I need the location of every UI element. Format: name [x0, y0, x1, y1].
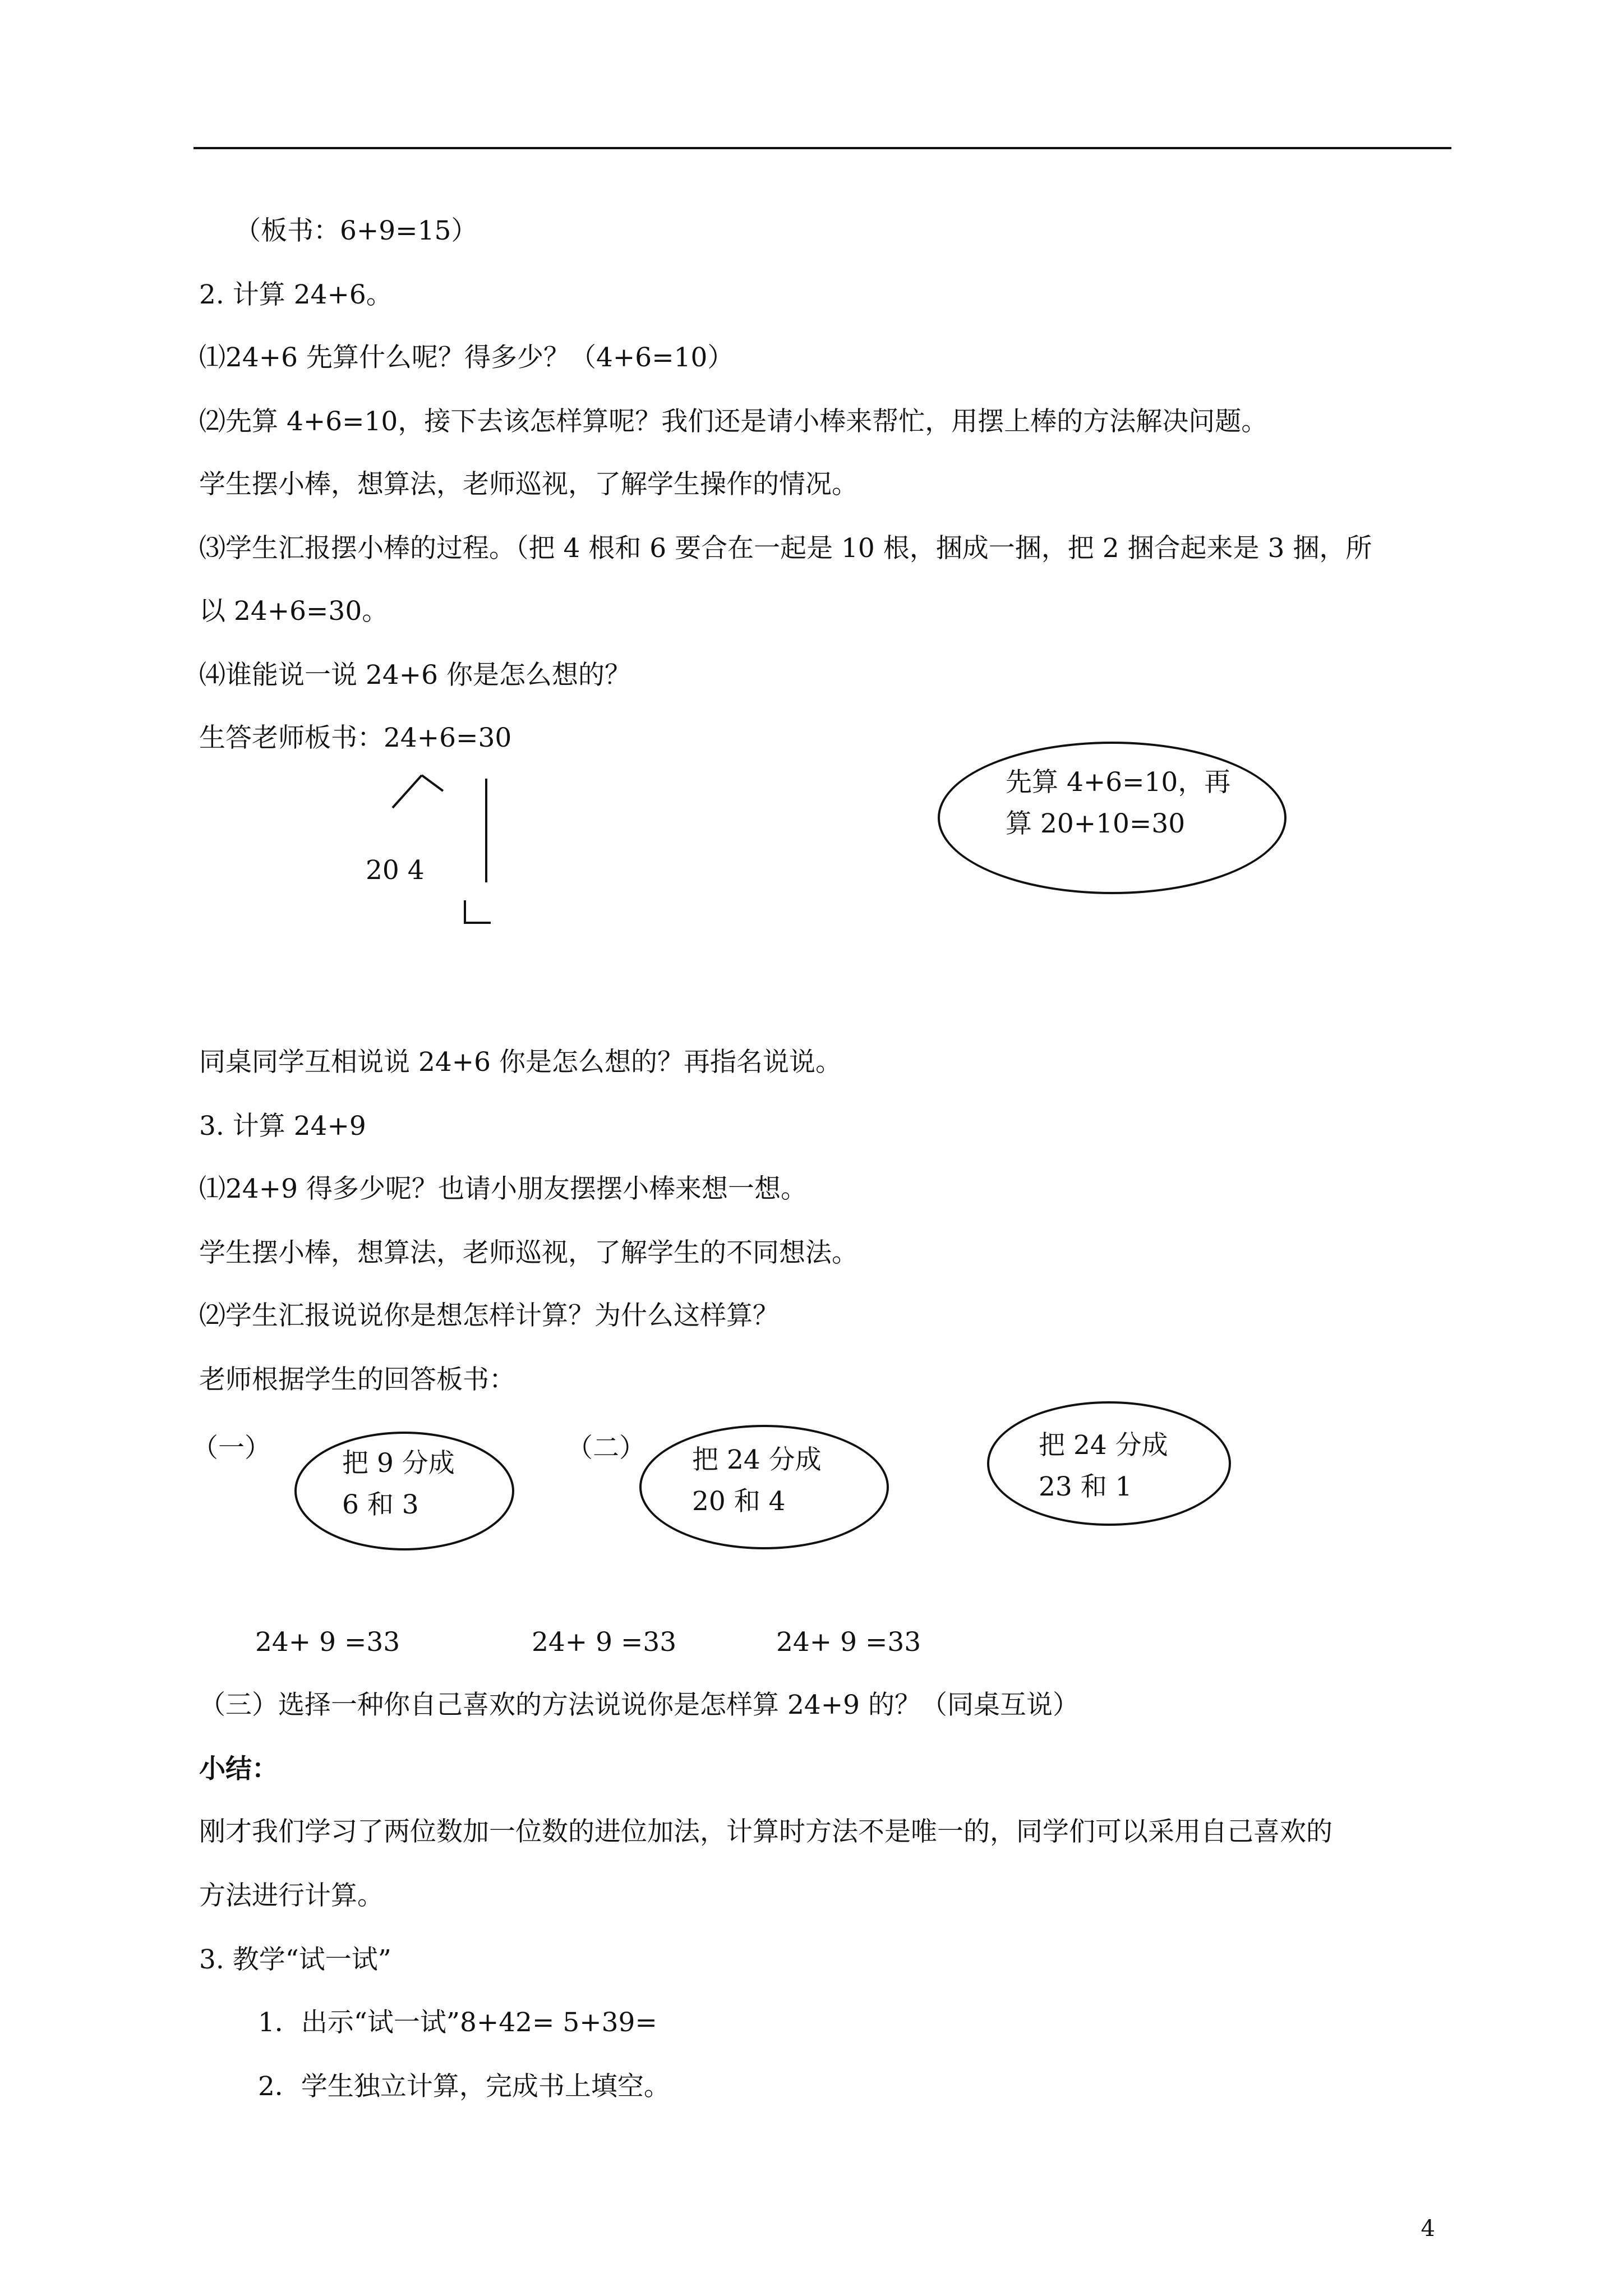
paragraph: 同桌同学互相说说 24+6 你是怎么想的？再指名说说。	[199, 1047, 842, 1078]
paragraph: ⑶学生汇报摆小棒的过程。（把 4 根和 6 要合在一起是 10 根，捆成一捆，把 2 捆合起来是 3 捆，所	[199, 533, 1372, 564]
paragraph: ⑴24+9 得多少呢？也请小朋友摆摆小棒来想一想。	[199, 1174, 808, 1204]
summary-heading: 小结：	[199, 1754, 278, 1784]
bracket-foot-horizontal	[464, 922, 491, 924]
section-heading: 3. 教学“试一试”	[199, 1944, 391, 1975]
bubble-text: 6 和 3	[342, 1489, 419, 1520]
bubble-text: 把 24 分成	[692, 1444, 822, 1475]
paragraph: 以 24+6=30。	[199, 596, 389, 627]
method-label: （一）	[192, 1433, 271, 1464]
paragraph: 学生摆小棒，想算法，老师巡视，了解学生操作的情况。	[199, 469, 858, 500]
equation: 24+ 9 =33	[776, 1627, 921, 1658]
paragraph: 方法进行计算。	[199, 1880, 384, 1911]
header-rule	[193, 147, 1451, 149]
step-2-heading: 2. 计算 24+6。	[199, 279, 393, 310]
bracket-foot-vertical	[464, 900, 466, 924]
paragraph: （三）选择一种你自己喜欢的方法说说你是怎样算 24+9 的？（同桌互说）	[199, 1690, 1079, 1720]
list-item: 2．学生独立计算，完成书上填空。	[258, 2071, 670, 2102]
equation: 24+ 9 =33	[532, 1627, 677, 1658]
paragraph: ⑷谁能说一说 24+6 你是怎么想的？	[199, 660, 631, 691]
bubble-text: 23 和 1	[1039, 1471, 1132, 1502]
bubble-text: 把 9 分成	[342, 1448, 455, 1479]
board-note: （板书：6+9=15）	[234, 215, 478, 246]
bracket-vertical	[485, 779, 487, 882]
paragraph: 生答老师板书：24+6=30	[199, 723, 512, 753]
bubble-text: 先算 4+6=10，再	[1006, 767, 1231, 798]
paragraph: ⑵先算 4+6=10，接下去该怎样算呢？我们还是请小棒来帮忙，用摆上棒的方法解决问题。	[199, 406, 1268, 437]
bubble-text: 把 24 分成	[1039, 1430, 1168, 1461]
paragraph: 老师根据学生的回答板书：	[199, 1364, 515, 1395]
paragraph: ⑴24+6 先算什么呢？得多少？（4+6=10）	[199, 342, 734, 373]
page-number: 4	[1421, 2216, 1435, 2242]
list-item: 1．出示“试一试”8+42= 5+39=	[258, 2007, 657, 2038]
split-lines	[387, 769, 449, 813]
bubble-text: 20 和 4	[692, 1486, 786, 1517]
step-3-heading: 3. 计算 24+9	[199, 1111, 366, 1142]
paragraph: ⑵学生汇报说说你是想怎样计算？为什么这样算？	[199, 1300, 779, 1331]
method-label: （二）	[566, 1433, 645, 1464]
paragraph: 刚才我们学习了两位数加一位数的进位加法，计算时方法不是唯一的，同学们可以采用自己喜欢的	[199, 1816, 1332, 1847]
equation: 24+ 9 =33	[255, 1627, 400, 1658]
bubble-text: 算 20+10=30	[1006, 808, 1186, 839]
paragraph: 学生摆小棒，想算法，老师巡视，了解学生的不同想法。	[199, 1237, 858, 1268]
split-numbers: 20 4	[366, 855, 425, 886]
